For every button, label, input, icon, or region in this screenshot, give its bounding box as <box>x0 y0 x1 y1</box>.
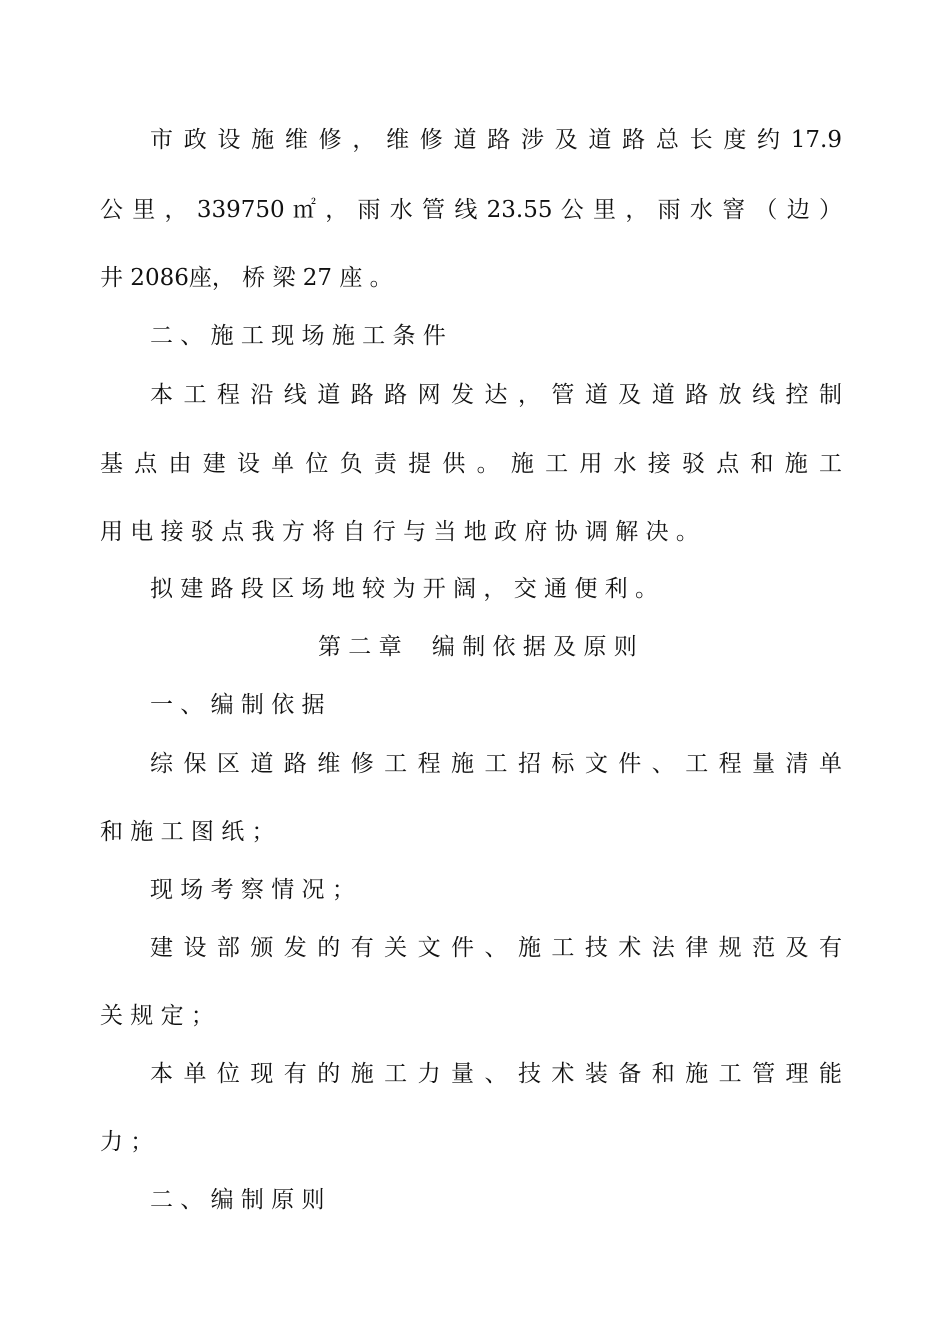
list-item-2: 现 场 考 察 情 况 ； <box>150 877 355 903</box>
list-item-1-line-1: 综 保 区 道 路 维 修 工 程 施 工 招 标 文 件 、 工 程 量 清 单 <box>150 751 842 777</box>
paragraph-line-5: 本 工 程 沿 线 道 路 路 网 发 达 ， 管 道 及 道 路 放 线 控 制 <box>150 382 842 408</box>
paragraph-line-6: 基 点 由 建 设 单 位 负 责 提 供 。 施 工 用 水 接 驳 点 和 施 工 <box>100 451 842 477</box>
section-heading-site-conditions: 二 、 施 工 现 场 施 工 条 件 <box>150 323 446 349</box>
list-item-4-line-2: 力 ； <box>100 1129 154 1155</box>
list-item-3-line-1: 建 设 部 颁 发 的 有 关 文 件 、 施 工 技 术 法 律 规 范 及 有 <box>150 935 842 961</box>
chapter-heading: 第 二 章 编 制 依 据 及 原 则 <box>318 634 637 660</box>
section-heading-principles: 二 、 编 制 原 则 <box>150 1187 325 1213</box>
list-item-4-line-1: 本 单 位 现 有 的 施 工 力 量 、 技 术 装 备 和 施 工 管 理 能 <box>150 1061 842 1087</box>
paragraph-line-8: 拟 建 路 段 区 场 地 较 为 开 阔 ， 交 通 便 利 。 <box>150 576 658 602</box>
paragraph-line-2: 公 里 ， 339750 ㎡ ， 雨 水 管 线 23.55 公 里 ， 雨 水 窨 （ 边 ） <box>100 197 842 223</box>
list-item-1-line-2: 和 施 工 图 纸 ； <box>100 819 275 845</box>
section-heading-basis: 一 、 编 制 依 据 <box>150 692 325 718</box>
paragraph-line-3: 井 2086座， 桥 梁 27 座 。 <box>100 265 393 291</box>
paragraph-line-7: 用 电 接 驳 点 我 方 将 自 行 与 当 地 政 府 协 调 解 决 。 <box>100 519 699 545</box>
paragraph-line-1: 市 政 设 施 维 修 ， 维 修 道 路 涉 及 道 路 总 长 度 约 17.9 <box>150 127 842 153</box>
list-item-3-line-2: 关 规 定 ； <box>100 1003 214 1029</box>
